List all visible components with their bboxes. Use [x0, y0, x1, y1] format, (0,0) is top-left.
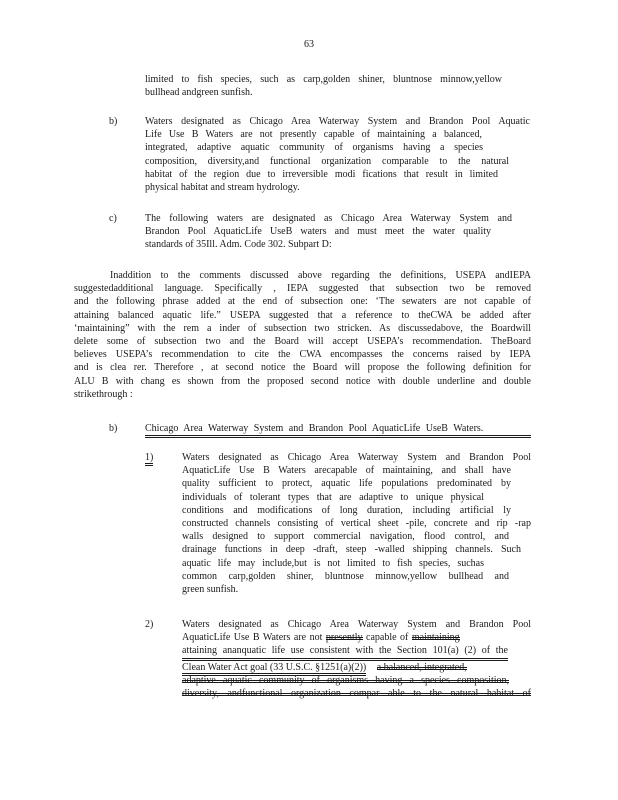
text-line: attaining balanced aquatic life.” USEPA suggested that a reference to theCWA be added after	[74, 309, 531, 321]
item-b-label: b)	[109, 116, 118, 127]
text-line: believes USEPA’s recommendation to cite the CWA encompasses the concerns raised by IEPA	[74, 349, 531, 361]
text-line: integrated, adaptive aquatic community of organisms having a species	[145, 142, 483, 154]
text-line: physical habitat and stream hydrology.	[145, 182, 300, 194]
proposed-heading	[145, 422, 531, 438]
text-line: quality sufficient to protect, aquatic life populations predominated by	[182, 478, 511, 490]
item-c-text	[145, 212, 512, 252]
text-line: Inaddition to the comments discussed above regarding the definitions, USEPA andIEPA	[110, 270, 531, 281]
text-line: The following waters are designated as Chicago Area Waterway System and	[145, 213, 512, 224]
text-line: Waters designated as Chicago Area Waterway System and Brandon Pool	[182, 619, 531, 630]
text-line: strikethrough :	[74, 388, 133, 400]
deleted-text: presently	[325, 632, 363, 644]
text-line: ALU B with chang es shown from the proposed second notice with double underline and double	[74, 375, 531, 387]
item-b-text	[145, 115, 530, 194]
text-line: composition, diversity,and functional organization comparable to the natural	[145, 155, 509, 167]
text-line: delete some of subsection two and the Board will accept USEPA’s recommendation. TheBoard	[74, 336, 531, 348]
text-line: Life Use B Waters are not presently capable of maintaining a balanced,	[145, 129, 482, 141]
text-line: standards of 35Ill. Adm. Code 302. Subpart D:	[145, 239, 332, 251]
page-number: 63	[304, 39, 314, 50]
deleted-text: a balanced, integrated,	[376, 661, 467, 673]
text-line: suggestedadditional language. Specifically , IEPA suggested that subsection two be removed	[74, 283, 531, 295]
text-fragment: AquaticLife Use B Waters are not	[182, 632, 323, 644]
item-1-text	[182, 451, 531, 596]
text-line: AquaticLife Use B Waters arecapable of maintaining, and shall have	[182, 465, 511, 477]
deleted-text: adaptive aquatic community of organisms having a species composition,	[182, 674, 509, 686]
text-line-2	[182, 631, 531, 644]
text-line-4	[182, 661, 531, 674]
text-line: constructed channels consisting of vertical sheet -pile, concrete and rip -rap	[182, 518, 531, 530]
text-line: individuals of tolerant types that are adaptive to unique physical	[182, 491, 484, 503]
text-line: green sunfish.	[182, 584, 239, 596]
item-2-label: 2)	[145, 619, 154, 630]
text-line: ‘maintaining” with the rem a inder of subsection two stricken. As discussedabove, the Boardwill	[74, 322, 531, 334]
item-2-text	[182, 618, 531, 700]
deleted-text: diversity, andfunctional organization compar able to the natural habitat of	[182, 688, 531, 700]
proposed-heading-text: Chicago Area Waterway System and Brandon Pool AquaticLife UseB Waters.	[145, 422, 531, 438]
inserted-text: Clean Water Act goal (33 U.S.C. §1251(a)(2))	[182, 662, 366, 676]
text-line: limited to fish species, such as carp,golden shiner, bluntnose minnow,yellow	[145, 74, 502, 85]
proposed-b-label: b)	[109, 423, 118, 434]
text-line: conditions and modifications of long duration, including artificial ly	[182, 504, 511, 516]
inserted-text: attaining ananquatic life use consistent with the Section 101(a) (2) of the	[182, 644, 508, 660]
text-line: and the following phrase added at the end of subsection one: ‘The sewaters are not capable of	[74, 296, 531, 308]
item-c-label: c)	[109, 213, 117, 224]
text-line: walls designed to support commercial navigation, flood control, and	[182, 531, 509, 543]
text-line: drainage functions in deep -draft, steep -walled shipping channels. Such	[182, 544, 521, 556]
text-line: and is clea rer. Therefore , at second notice the Board will propose the following definition for	[74, 362, 531, 374]
text-line: bullhead andgreen sunfish.	[145, 87, 253, 99]
item-1-label-text: 1)	[145, 452, 153, 466]
discussion-paragraph	[74, 269, 531, 401]
text-line: common carp,golden shiner, bluntnose minnow,yellow bullhead and	[182, 570, 509, 582]
item-a-continuation	[145, 73, 502, 99]
text-line: Brandon Pool AquaticLife UseB waters and must meet the water quality	[145, 226, 491, 238]
text-line: habitat of the region due to irreversible modi fications that result in limited	[145, 168, 498, 180]
text-line: Waters designated as Chicago Area Waterway System and Brandon Pool Aquatic	[145, 116, 530, 127]
item-1-label	[145, 451, 153, 464]
deleted-text: maintaining	[411, 632, 460, 644]
text-line: Waters designated as Chicago Area Waterway System and Brandon Pool	[182, 452, 531, 463]
text-fragment: capable of	[366, 632, 409, 644]
text-line: aquatic life may include,but is not limited to fish species, suchas	[182, 557, 484, 569]
